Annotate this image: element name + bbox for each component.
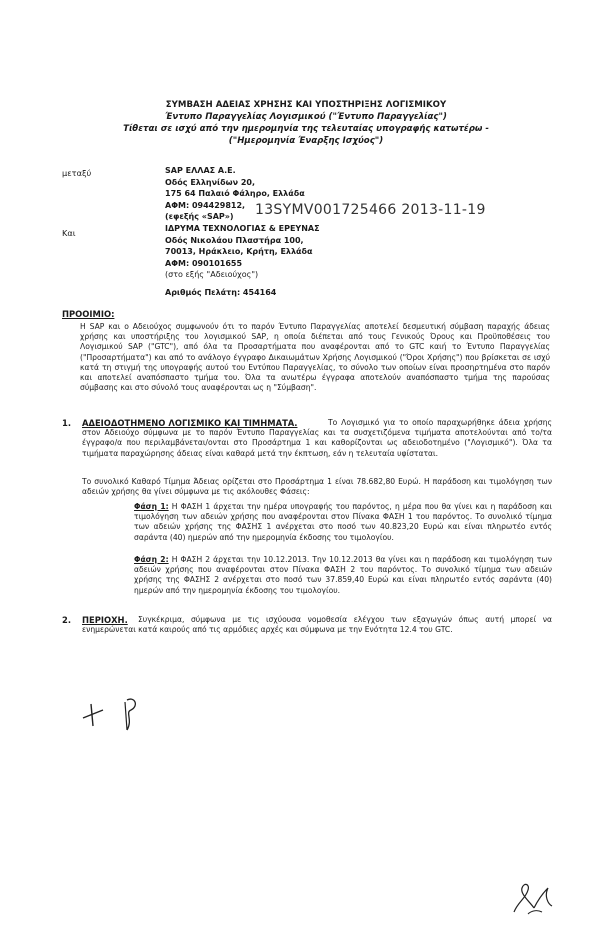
document-subtitle: Έντυπο Παραγγελίας Λογισμικού ("Έντυπο Παραγγελίας") (165, 112, 447, 122)
section1-text-b: Το συνολικό Καθαρό Τίμημα Άδειας ορίζεται στο Προσάρτημα 1 είναι 78.682,80 Ευρώ. Η παράδοση και τιμολόγηση των αδειών χρήσης θα γίνει σύμφωνα με τις ακόλουθες Φάσεις: (82, 477, 552, 497)
party-sap-city: 175 64 Παλαιό Φάληρο, Ελλάδα (165, 189, 305, 199)
effective-date-label: ("Ημερομηνία Έναρξης Ισχύος") (228, 136, 384, 146)
phase1-text: Η ΦΑΣΗ 1 άρχεται την ημέρα υπογραφής του παρόντος, η μέρα που θα γίνει και η παράδοση και τιμολόγηση των αδειών χρήσης που αναφέρονται στον Πίνακα ΦΑΣΗ 1 του παρόντος. Το συνολικό τίμημα των αδειών χρήσης της ΦΑΣΗΣ 1 ανέρχεται στο ποσό των 40.823,20 Ευρώ και είναι πληρωτέο εντός σαράντα (40) ημερών από την ημερομηνία έκδοσης του τιμολογίου. (134, 502, 552, 542)
customer-number: Αριθμός Πελάτη: 454164 (165, 288, 277, 297)
party-licensee-city: 70013, Ηράκλειο, Κρήτη, Ελλάδα (165, 247, 313, 257)
phase2-label: Φάση 2: (134, 555, 169, 564)
between-label: μεταξύ (62, 168, 92, 178)
phase2-text: Η ΦΑΣΗ 2 άρχεται την 10.12.2013. Την 10.12.2013 θα γίνει και η παράδοση και τιμολόγηση των αδειών χρήσης που αναφέρονται στον Πίνακα ΦΑΣΗ 2 του παρόντος. Το συνολικό τίμημα των αδειών χρήσης της ΦΑΣΗΣ 2 ανέρχεται στο ποσό των 37.859,40 Ευρώ και είναι πληρωτέο εντός σαράντα (40) ημερών από την ημερομηνία έκδοσης του τιμολογίου. (134, 555, 552, 595)
party-licensee-vat: ΑΦΜ: 090101655 (165, 258, 243, 268)
section2-text: Συγκέκριμα, σύμφωνα με τις ισχύουσα νομοθεσία ελέγχου των εξαγωγών όπως αυτή μπορεί να ενημερώνεται κατά καιρούς από τις αρμόδιες αρχές και σύμφωνα με την Ενότητα 12.4 του GTC. (82, 615, 552, 635)
phase2-paragraph (134, 555, 552, 596)
section1-heading: ΑΔΕΙΟΔΟΤΗΜΕΝΟ ΛΟΓΙΣΜΙΚΟ ΚΑΙ ΤΙΜΗΜΑΤΑ. (82, 418, 298, 428)
section1-number: 1. (62, 418, 72, 428)
and-label: Και (62, 228, 76, 238)
phase1-paragraph (134, 502, 552, 543)
phase1-label: Φάση 1: (134, 502, 169, 511)
section1-text-a: Το Λογισμικό για το οποίο παραχωρήθηκε άδεια χρήσης στον Αδειούχο σύμφωνα με το παρόν Έντυπο Παραγγελίας και τα συσχετιζόμενα τιμήματα αποτελούνται από το/τα έγγραφο/α που περιλαμβάνεται/ονται στο Προσάρτημα 1 και καθορίζονται ως αδειοδοτημένο ("Λογισμικό"). Όλα τα τιμήματα παραχώρησης άδειας είναι καθαρά μετά την έκπτωση, εάν η τελευταία υφίσταται. (82, 418, 552, 458)
preamble-text: Η SAP και ο Αδειούχος συμφωνούν ότι το παρόν Έντυπο Παραγγελίας αποτελεί δεσμευτική σύμβαση παραχής άδειας χρήσης και υποστήριξης του λογισμικού SAP, η οποία διέπεται από τους Γενικούς Όρους και Προϋποθέσεις του Λογισμικού SAP ("GTC"), από όλα τα Προσαρτήματα που αναφέρονται από το GTC καιή το Έντυπο Παραγγελίας ("Προσαρτήματα") και από το ανάλογο έγγραφο Δικαιωμάτων Χρήσης Λογισμικού ("Όροι Χρήσης") που βρίσκεται σε ισχύ κατά τη στιγμή της υπογραφής αυτού του Εντύπου Παραγγελίας, το σύνολο των οποίων είναι προσηρτημένα στο παρόν και αποτελεί αναπόσπαστο τμήμα του. Όλα τα ανωτέρω έγγραφα αποτελούν αναπόσπαστο τμήμα της παρούσας σύμβασης και στο σύνολό τους αναφέρονται ως η "Σύμβαση". (80, 322, 550, 393)
party-licensee (165, 223, 320, 281)
handwritten-initials-corner (508, 872, 558, 917)
party-sap-name: SAP ΕΛΛΑΣ Α.Ε. (165, 166, 236, 175)
effective-clause: Τίθεται σε ισχύ από την ημερομηνία της τελευταίας υπογραφής κατωτέρω - (123, 124, 489, 134)
preamble-heading: ΠΡΟΟΙΜΙΟ: (62, 309, 115, 319)
party-sap-alias: (εφεξής «SAP») (165, 212, 234, 222)
section2-number: 2. (62, 615, 72, 625)
document-title: ΣΥΜΒΑΣΗ ΑΔΕΙΑΣ ΧΡΗΣΗΣ ΚΑΙ ΥΠΟΣΤΗΡΙΞΗΣ ΛΟΓΙΣΜΙΚΟΥ (165, 100, 447, 110)
party-licensee-street: Οδός Νικολάου Πλαστήρα 100, (165, 235, 304, 245)
party-sap-vat: ΑΦΜ: 094429812, (165, 200, 246, 210)
party-licensee-alias: (στο εξής "Αδειούχος") (165, 270, 259, 280)
party-licensee-name: ΙΔΡΥΜΑ ΤΕΧΝΟΛΟΓΙΑΣ & ΕΡΕΥΝΑΣ (165, 224, 320, 233)
handwritten-initials (75, 690, 155, 735)
registry-stamp: 13SYMV001725466 2013-11-19 (255, 202, 486, 218)
party-sap-street: Οδός Ελληνίδων 20, (165, 177, 256, 187)
section2-heading: ΠΕΡΙΟΧΗ. (82, 615, 128, 625)
